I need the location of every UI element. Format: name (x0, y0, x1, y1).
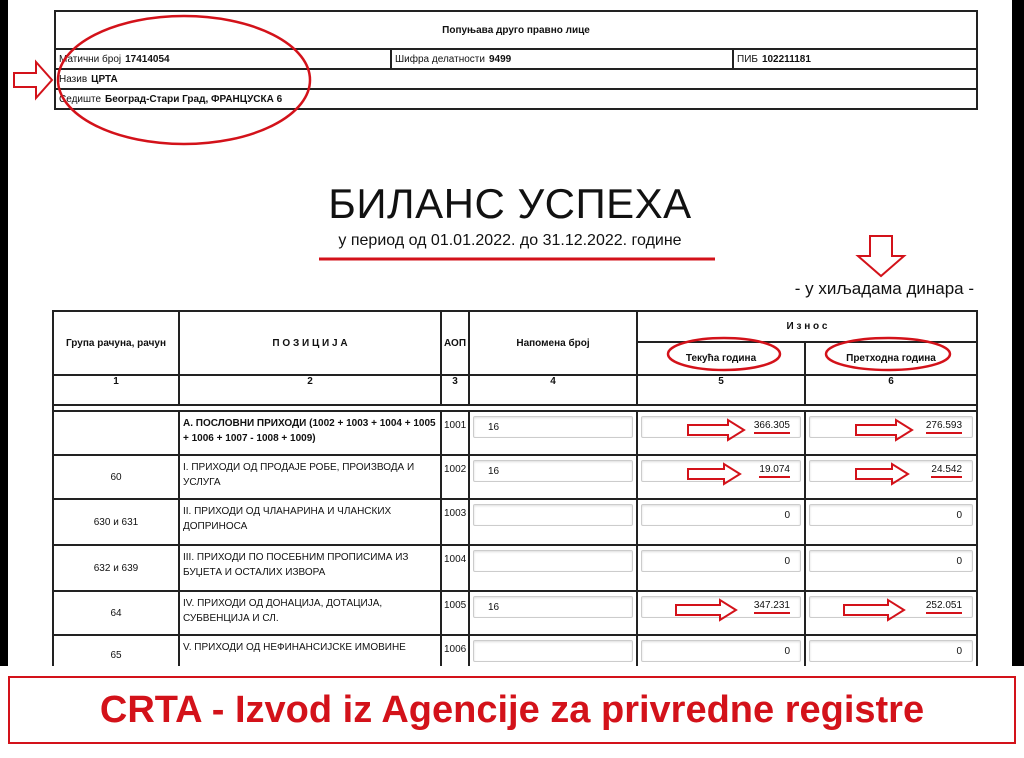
name-row (56, 70, 976, 90)
table-row (53, 635, 977, 666)
previous-year-field: 276.593 (809, 416, 973, 438)
activity-code: Шифра делатности 9499 (392, 50, 734, 68)
registry-number: Матични број 17414054 (56, 50, 392, 68)
caption-text: CRTA - Izvod iz Agencije za privredne registre (99, 688, 925, 731)
current-year-field: 366.305 (641, 416, 801, 438)
note-field: 16 (473, 416, 633, 438)
col-note-header: Напомена број (469, 311, 637, 375)
previous-year-field: 0 (809, 550, 973, 572)
current-year-field: 0 (641, 504, 801, 526)
report-title: БИЛАНС УСПЕХА (328, 180, 692, 227)
filled-by-label: Попуњава друго правно лице (442, 24, 590, 36)
table-row (53, 591, 977, 635)
col-amount-header: И з н о с (637, 311, 977, 342)
col-position-header: П О З И Ц И Ј А (179, 311, 441, 375)
previous-year-field: 252.051 (809, 596, 973, 618)
column-number: 6 (805, 375, 977, 405)
row-position: III. ПРИХОДИ ПО ПОСЕБНИМ ПРОПИСИМА ИЗ БУЏЕТА И ОСТАЛИХ ИЗВОРА (179, 545, 441, 591)
row-aop: 1003 (441, 499, 469, 545)
caption-banner (0, 666, 1024, 758)
current-year-field: 0 (641, 550, 801, 572)
row-position: I. ПРИХОДИ ОД ПРОДАЈЕ РОБЕ, ПРОИЗВОДА И УСЛУГА (179, 455, 441, 499)
note-field (473, 640, 633, 662)
income-statement-table (52, 310, 978, 666)
note-field (473, 504, 633, 526)
column-number: 2 (179, 375, 441, 405)
column-number-row (53, 375, 977, 405)
col-group-header: Група рачуна, рачун (53, 311, 179, 375)
row-aop: 1006 (441, 635, 469, 666)
document-page (8, 0, 1012, 666)
column-number: 1 (53, 375, 179, 405)
filled-by-row (56, 12, 976, 50)
row-aop: 1001 (441, 411, 469, 455)
row-group: 65 (53, 635, 179, 666)
previous-year-field: 0 (809, 504, 973, 526)
table-row (53, 545, 977, 591)
row-group (53, 411, 179, 455)
table-row (53, 499, 977, 545)
name-arrow-icon (14, 62, 52, 98)
row-position: II. ПРИХОДИ ОД ЧЛАНАРИНА И ЧЛАНСКИХ ДОПРИНОСА (179, 499, 441, 545)
row-aop: 1004 (441, 545, 469, 591)
column-number: 5 (637, 375, 805, 405)
col-aop-header: АОП (441, 311, 469, 375)
units-note: - у хиљадама динара - (794, 279, 974, 298)
current-year-field: 347.231 (641, 596, 801, 618)
row-group: 630 и 631 (53, 499, 179, 545)
caption-frame (8, 676, 1016, 744)
table-row (53, 411, 977, 455)
company-header (54, 10, 978, 110)
col-current-year-header: Текућа година (637, 342, 805, 375)
col-previous-year-header: Претходна година (805, 342, 977, 375)
note-field (473, 550, 633, 572)
company-seat: Седиште Београд-Стари Град, ФРАНЦУСКА 6 (59, 93, 283, 105)
row-aop: 1002 (441, 455, 469, 499)
row-position: V. ПРИХОДИ ОД НЕФИНАНСИЈСКЕ ИМОВИНЕ (179, 635, 441, 666)
row-position: А. ПОСЛОВНИ ПРИХОДИ (1002 + 1003 + 1004 + 1005 + 1006 + 1007 - 1008 + 1009) (179, 411, 441, 455)
row-aop: 1005 (441, 591, 469, 635)
table-row (53, 455, 977, 499)
column-number: 3 (441, 375, 469, 405)
row-group: 632 и 639 (53, 545, 179, 591)
note-field: 16 (473, 460, 633, 482)
ids-row (56, 50, 976, 70)
company-name: Назив ЦРТА (59, 73, 118, 85)
seat-row (56, 90, 976, 108)
row-group: 60 (53, 455, 179, 499)
note-field: 16 (473, 596, 633, 618)
row-group: 64 (53, 591, 179, 635)
column-number: 4 (469, 375, 637, 405)
tax-id: ПИБ 102211181 (737, 53, 811, 65)
current-year-field: 0 (641, 640, 801, 662)
previous-year-field: 0 (809, 640, 973, 662)
row-position: IV. ПРИХОДИ ОД ДОНАЦИЈА, ДОТАЦИЈА, СУБВЕНЦИЈА И СЛ. (179, 591, 441, 635)
report-period: у период од 01.01.2022. до 31.12.2022. године (338, 232, 682, 249)
previous-year-field: 24.542 (809, 460, 973, 482)
current-year-field: 19.074 (641, 460, 801, 482)
